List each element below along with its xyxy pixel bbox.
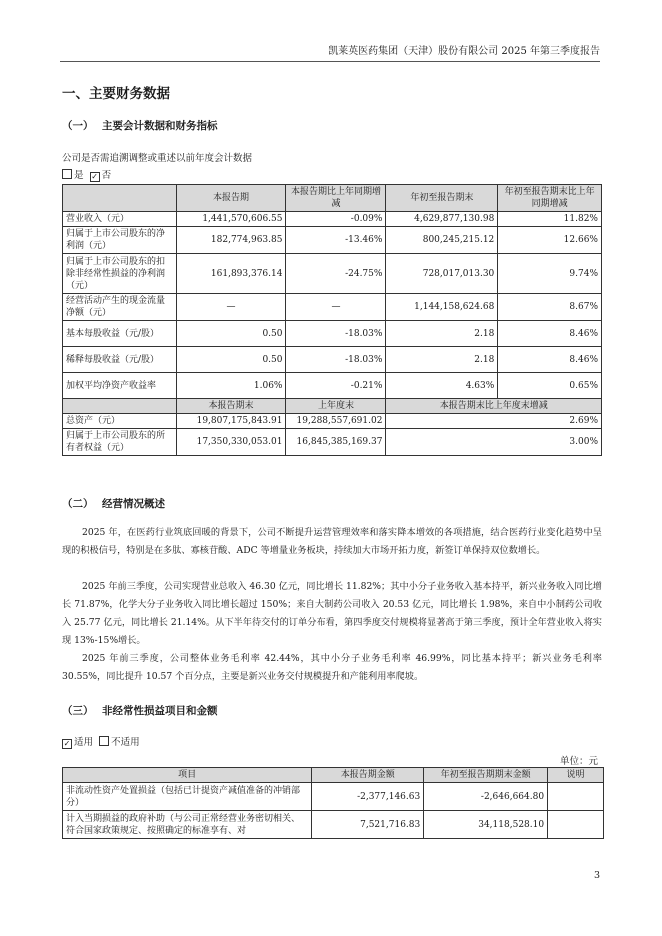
table-cell: -18.03% — [286, 347, 386, 373]
table-cell: 19,807,175,843.91 — [176, 414, 286, 429]
table-cell: 0.50 — [176, 321, 286, 347]
table-cell: 161,893,376.14 — [176, 254, 286, 294]
table-cell: 182,774,963.85 — [176, 227, 286, 254]
table-cell: -2,646,664.80 — [424, 783, 548, 811]
table-row — [63, 254, 602, 294]
financial-data-table — [62, 184, 602, 456]
page-number: 3 — [593, 870, 600, 881]
table-cell: 2.69% — [386, 414, 602, 429]
table-row — [63, 347, 602, 373]
restate-question: 公司是否需追溯调整或重述以前年度会计数据 — [62, 153, 253, 164]
option-yes-label: 是 — [74, 170, 84, 181]
table-cell: 8.67% — [498, 294, 602, 321]
table-cell: 2.18 — [386, 347, 498, 373]
table-header-cell: 上年度末 — [286, 399, 386, 414]
table-cell: -18.03% — [286, 321, 386, 347]
table-cell: -0.09% — [286, 212, 386, 227]
table-header-row — [63, 399, 602, 414]
section-title: 一、主要财务数据 — [62, 86, 170, 102]
row-label: 加权平均净资产收益率 — [63, 373, 177, 399]
table-cell: 4,629,877,130.98 — [386, 212, 498, 227]
table-header-row — [63, 768, 604, 783]
table-cell: 1.06% — [176, 373, 286, 399]
row-label: 稀释每股收益（元/股） — [63, 347, 177, 373]
table-row — [63, 294, 602, 321]
table-header-cell: 本报告期比上年同期增减 — [286, 185, 386, 212]
table-row — [63, 811, 604, 839]
table-row — [63, 783, 604, 811]
paragraph: 2025 年，在医药行业筑底回暖的背景下，公司不断提升运营管理效率和落实降本增效的各项措施，结合医药行业变化趋势中呈现的积极信号，特别是在多肽、寡核苷酸、ADC 等增量业务板块，持续加大市场开拓力度，新签订单保持双位数增长。 — [62, 527, 602, 556]
row-label: 营业收入（元） — [63, 212, 177, 227]
table-cell: 1,441,570,606.55 — [176, 212, 286, 227]
table-cell: 11.82% — [498, 212, 602, 227]
applicable-options — [62, 734, 140, 749]
table-cell — [548, 811, 604, 839]
table-header-cell: 本报告期末比上年度末增减 — [386, 399, 602, 414]
row-label: 总资产（元） — [63, 414, 177, 429]
subsection-title-1: （一） 主要会计数据和财务指标 — [62, 120, 218, 132]
checkbox-checked-icon[interactable]: ✓ — [91, 172, 98, 181]
table-header-cell: 说明 — [548, 768, 604, 783]
checkbox-checked-icon[interactable]: ✓ — [63, 739, 71, 748]
table-cell: 0.65% — [498, 373, 602, 399]
row-label: 基本每股收益（元/股） — [63, 321, 177, 347]
option-not-applicable-label: 不适用 — [111, 737, 140, 748]
table-cell: 800,245,215.12 — [386, 227, 498, 254]
table-cell: -2,377,146.63 — [312, 783, 424, 811]
paragraph: 2025 年前三季度，公司整体业务毛利率 42.44%，其中小分子业务毛利率 46.99%，同比基本持平；新兴业务毛利率 30.55%，同比提升 10.57 个百分点，主要是新兴业务交付规模提升和产能利用率爬坡。 — [62, 653, 602, 682]
table-cell: — — [176, 294, 286, 321]
checkbox-unchecked-icon[interactable] — [62, 169, 72, 179]
table-cell: 7,521,716.83 — [312, 811, 424, 839]
table-row — [63, 414, 602, 429]
table-cell: 3.00% — [386, 429, 602, 456]
option-applicable-label: 适用 — [74, 737, 94, 748]
table-cell: 2.18 — [386, 321, 498, 347]
table-cell: 19,288,557,691.02 — [286, 414, 386, 429]
table-header-cell: 本报告期金额 — [312, 768, 424, 783]
row-label: 计入当期损益的政府补助（与公司正常经营业务密切相关、符合国家政策规定、按照确定的标准享有、对 — [63, 811, 312, 839]
option-no-label: 否 — [101, 170, 112, 181]
page-header: 凯莱英医药集团（天津）股份有限公司 2025 年第三季度报告 — [60, 42, 600, 62]
restate-options — [62, 167, 111, 182]
subsection-title-3: （三） 非经常性损益项目和金额 — [62, 705, 218, 717]
table-header-cell: 本报告期 — [176, 185, 286, 212]
table-cell — [548, 783, 604, 811]
table-cell: 8.46% — [498, 347, 602, 373]
table-header-cell: 年初至报告期末比上年同期增减 — [498, 185, 602, 212]
checkbox-unchecked-icon[interactable] — [99, 736, 109, 746]
table-cell: 12.66% — [498, 227, 602, 254]
table-header-cell: 年初至报告期末 — [386, 185, 498, 212]
table-header-cell: 项目 — [63, 768, 312, 783]
unit-label: 单位：元 — [559, 756, 598, 767]
table-cell: 9.74% — [498, 254, 602, 294]
row-label: 非流动性资产处置损益（包括已计提资产减值准备的冲销部分） — [63, 783, 312, 811]
table-row — [63, 373, 602, 399]
table-header-cell — [63, 185, 177, 212]
table-cell: 728,017,013.30 — [386, 254, 498, 294]
table-header-row — [63, 185, 602, 212]
table-cell: -13.46% — [286, 227, 386, 254]
table-cell: 1,144,158,624.68 — [386, 294, 498, 321]
table-cell: — — [286, 294, 386, 321]
row-label: 归属于上市公司股东的所有者权益（元） — [63, 429, 177, 456]
table-cell: 0.50 — [176, 347, 286, 373]
row-label: 归属于上市公司股东的扣除非经常性损益的净利润（元） — [63, 254, 177, 294]
table-row — [63, 321, 602, 347]
table-cell: -0.21% — [286, 373, 386, 399]
paragraph: 2025 年前三季度，公司实现营业总收入 46.30 亿元，同比增长 11.82%；其中小分子业务收入基本持平，新兴业务收入同比增长 71.87%，化学大分子业务收入同比增长超过 150%；来自大制药公司收入 20.53 亿元，同比增长 1.98%，来自中小制药公司收入 25.77 亿元，同比增长 21.14%。从下半年待交付的订单分布看，第四季度交付规模将显著高于第三季度，预计全年营业收入将实现 13%-15%增长。 — [62, 581, 602, 646]
table-row — [63, 212, 602, 227]
table-cell: 4.63% — [386, 373, 498, 399]
row-label: 经营活动产生的现金流量净额（元） — [63, 294, 177, 321]
table-cell: 17,350,330,053.01 — [176, 429, 286, 456]
table-header-cell: 年初至报告期期末金额 — [424, 768, 548, 783]
table-cell: 34,118,528.10 — [424, 811, 548, 839]
subsection-title-2: （二） 经营情况概述 — [62, 498, 165, 510]
table-row — [63, 429, 602, 456]
row-label: 归属于上市公司股东的净利润（元） — [63, 227, 177, 254]
table-header-cell: 本报告期末 — [176, 399, 286, 414]
table-cell: 16,845,385,169.37 — [286, 429, 386, 456]
table-cell: 8.46% — [498, 321, 602, 347]
table-row — [63, 227, 602, 254]
table-cell: -24.75% — [286, 254, 386, 294]
non-recurring-items-table — [62, 767, 604, 839]
